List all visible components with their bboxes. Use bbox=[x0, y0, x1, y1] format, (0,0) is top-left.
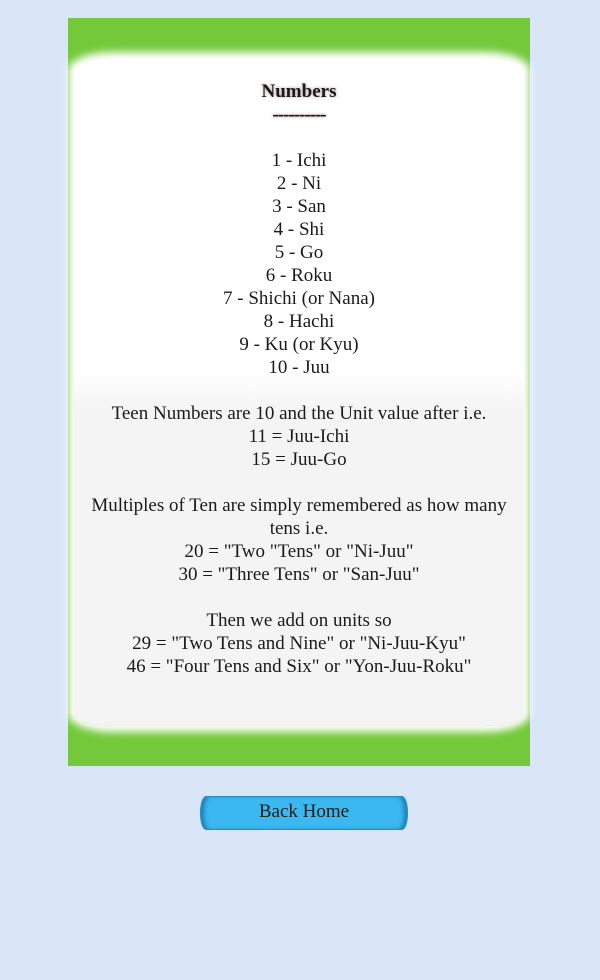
tens-intro: Multiples of Ten are simply remembered as how many tens i.e. bbox=[91, 495, 507, 539]
back-home-button[interactable]: Back Home bbox=[200, 796, 408, 830]
spacer bbox=[68, 126, 530, 149]
card-content bbox=[68, 80, 530, 678]
teens-intro: Teen Numbers are 10 and the Unit value after i.e. bbox=[111, 403, 487, 424]
tens-example: 30 = "Three Tens" or "San-Juu" bbox=[178, 564, 420, 585]
title-underline: ---------- bbox=[272, 104, 326, 125]
teens-example: 11 = Juu-Ichi bbox=[248, 426, 350, 447]
number-item: 3 - San bbox=[272, 196, 326, 217]
spacer bbox=[68, 586, 530, 609]
teens-example: 15 = Juu-Go bbox=[251, 449, 347, 470]
number-item: 7 - Shichi (or Nana) bbox=[223, 288, 375, 309]
numbers-card bbox=[68, 18, 530, 766]
spacer bbox=[68, 379, 530, 402]
number-item: 10 - Juu bbox=[268, 357, 330, 378]
units-intro: Then we add on units so bbox=[206, 610, 392, 631]
number-item: 4 - Shi bbox=[273, 219, 325, 240]
number-item: 1 - Ichi bbox=[271, 150, 327, 171]
number-item: 9 - Ku (or Kyu) bbox=[239, 334, 359, 355]
number-item: 8 - Hachi bbox=[263, 311, 335, 332]
number-item: 2 - Ni bbox=[276, 173, 322, 194]
spacer bbox=[68, 471, 530, 494]
tens-example: 20 = "Two "Tens" or "Ni-Juu" bbox=[184, 541, 414, 562]
number-item: 6 - Roku bbox=[265, 265, 333, 286]
card-title: Numbers bbox=[261, 81, 337, 102]
units-example: 29 = "Two Tens and Nine" or "Ni-Juu-Kyu" bbox=[132, 633, 466, 654]
units-example: 46 = "Four Tens and Six" or "Yon-Juu-Roku" bbox=[126, 656, 472, 677]
number-item: 5 - Go bbox=[274, 242, 324, 263]
